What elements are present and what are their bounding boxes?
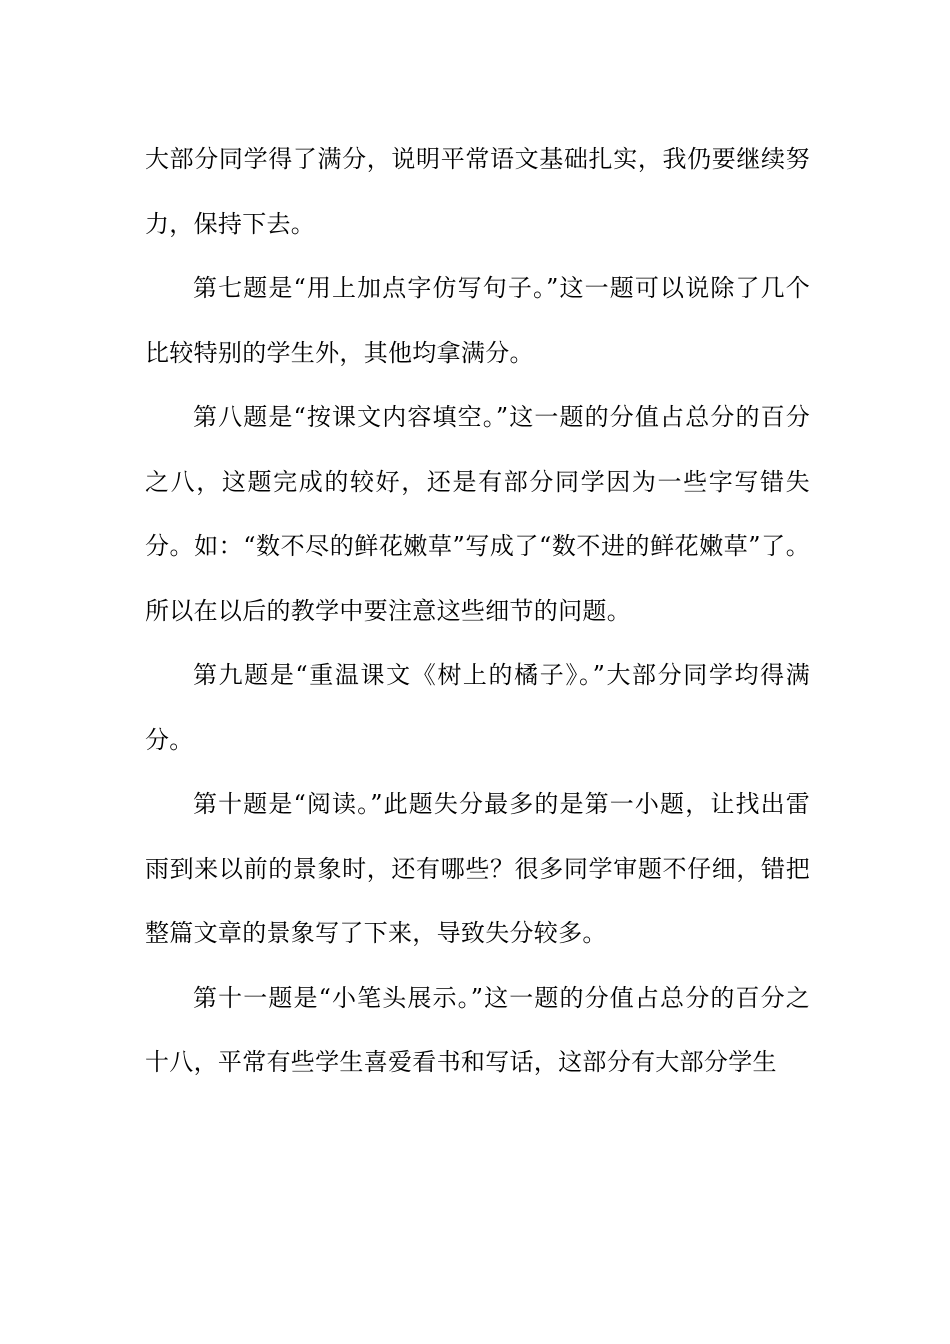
paragraph-question-9: 第九题是“重温课文《树上的橘子》。”大部分同学均得满分。 [145,661,810,754]
paragraph-question-8: 第八题是“按课文内容填空。”这一题的分值占总分的百分之八，这题完成的较好，还是有部分同学因为一些字写错失分。如：“数不尽的鲜花嫩草”写成了“数不进的鲜花嫩草”了。所以在以后的教学中要注意这些细节的问题。 [145,403,810,625]
paragraph-question-7: 第七题是“用上加点字仿写句子。”这一题可以说除了几个比较特别的学生外，其他均拿满分。 [145,274,810,367]
paragraph-continued: 大部分同学得了满分，说明平常语文基础扎实，我仍要继续努力，保持下去。 [145,145,810,238]
document-body [145,127,810,1095]
paragraph-question-10: 第十题是“阅读。”此题失分最多的是第一小题，让找出雷雨到来以前的景象时，还有哪些？很多同学审题不仔细，错把整篇文章的景象写了下来，导致失分较多。 [145,790,810,947]
paragraph-question-11: 第十一题是“小笔头展示。”这一题的分值占总分的百分之十八，平常有些学生喜爱看书和写话，这部分有大部分学生 [145,983,810,1076]
